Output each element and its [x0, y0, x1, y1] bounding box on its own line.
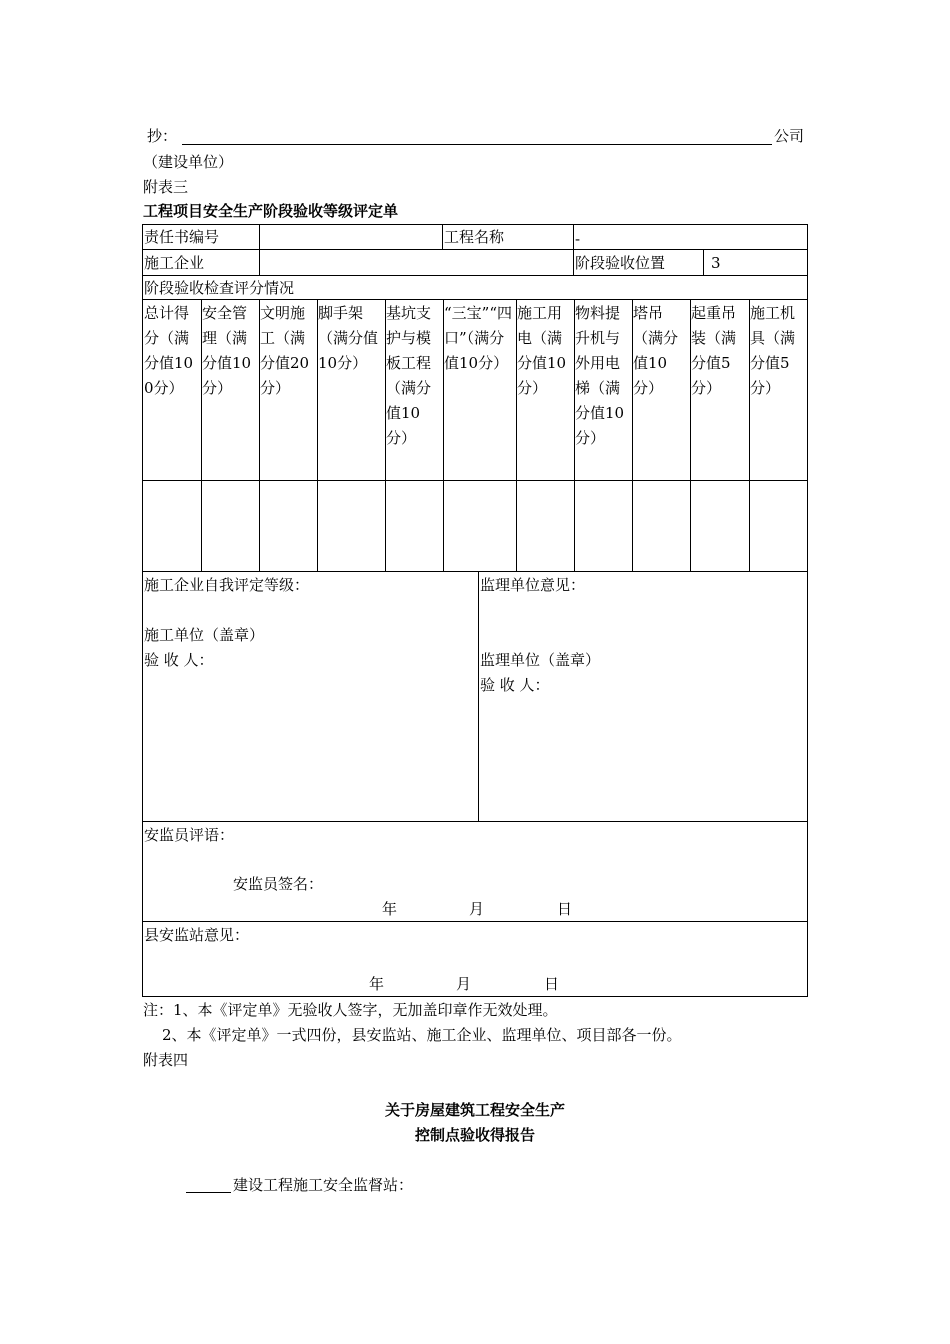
- col-divider: [478, 571, 479, 821]
- county-date-day: 日: [544, 975, 560, 993]
- row-divider: [142, 249, 808, 250]
- form-title: 工程项目安全生产阶段验收等级评定单: [143, 202, 399, 220]
- section-label: 阶段验收检查评分情况: [144, 279, 295, 297]
- col-material-hoist: 物料提升机与外用电梯（满分值10分）: [575, 304, 625, 447]
- project-name-value: -: [575, 230, 581, 248]
- acceptor-right: 验 收 人：: [480, 676, 550, 694]
- project-name-label: 工程名称: [444, 228, 505, 246]
- inspector-sign: 安监员签名：: [233, 875, 324, 893]
- col-divider: [442, 224, 443, 249]
- col-electricity: 施工用电（满分值10分）: [517, 304, 567, 397]
- county-date-year: 年: [369, 975, 385, 993]
- col-civilized-construction: 文明施工（满分值20分）: [260, 304, 310, 397]
- supervisor-seal: 监理单位（盖章）: [480, 651, 601, 669]
- col-tower-crane: 塔吊（满分值10分）: [633, 304, 679, 397]
- note-1: 注：1、本《评定单》无验收人签字，无加盖印章作无效处理。: [143, 1001, 558, 1019]
- stage-position-label: 阶段验收位置: [575, 254, 666, 272]
- inspector-date-month: 月: [469, 900, 485, 918]
- acceptor-left: 验 收 人：: [144, 651, 214, 669]
- col-divider: [573, 224, 574, 275]
- col-divider: [703, 249, 704, 275]
- construction-seal: 施工单位（盖章）: [144, 626, 265, 644]
- report-title-line2: 控制点验收得报告: [414, 1126, 535, 1144]
- col-divider: [259, 224, 260, 275]
- col-lifting: 起重吊装（满分值5分）: [691, 304, 737, 397]
- cc-blank-line: [182, 144, 772, 145]
- cc-label: 抄：: [147, 127, 178, 145]
- addressee-blank-line: [186, 1192, 231, 1193]
- company-label: 施工企业: [144, 254, 205, 272]
- row-divider: [142, 299, 808, 300]
- inspector-comment: 安监员评语：: [144, 826, 235, 844]
- county-opinion: 县安监站意见：: [144, 926, 250, 944]
- col-foundation-formwork: 基坑支护与模板工程（满分值10分）: [386, 304, 432, 447]
- company-suffix: 公司: [774, 127, 805, 145]
- row-divider: [142, 480, 808, 481]
- inspector-date-year: 年: [382, 900, 398, 918]
- appendix-4-label: 附表四: [143, 1051, 189, 1069]
- col-machinery: 施工机具（满分值5分）: [750, 304, 796, 397]
- row-divider: [142, 275, 808, 276]
- supervisor-opinion: 监理单位意见：: [480, 576, 586, 594]
- stage-position-value: 3: [711, 254, 721, 272]
- row-divider: [142, 821, 808, 822]
- self-eval-label: 施工企业自我评定等级：: [144, 576, 310, 594]
- row-divider: [142, 571, 808, 572]
- cc-subtitle: （建设单位）: [143, 153, 234, 171]
- note-2: 2、本《评定单》一式四份，县安监站、施工企业、监理单位、项目部各一份。: [162, 1026, 682, 1044]
- inspector-date-day: 日: [557, 900, 573, 918]
- col-safety-management: 安全管理（满分值10分）: [202, 304, 252, 397]
- col-scaffolding: 脚手架（满分值10分）: [318, 304, 379, 372]
- row-divider: [142, 921, 808, 922]
- col-total-score: 总计得分（满分值100分）: [144, 304, 194, 397]
- col-three-treasures: “三宝”“四口”（满分值10分）: [444, 304, 513, 372]
- appendix-3-label: 附表三: [143, 178, 189, 196]
- cert-no-label: 责任书编号: [144, 228, 220, 246]
- county-date-month: 月: [456, 975, 472, 993]
- addressee: 建设工程施工安全监督站：: [233, 1176, 414, 1194]
- report-title-line1: 关于房屋建筑工程安全生产: [384, 1101, 565, 1119]
